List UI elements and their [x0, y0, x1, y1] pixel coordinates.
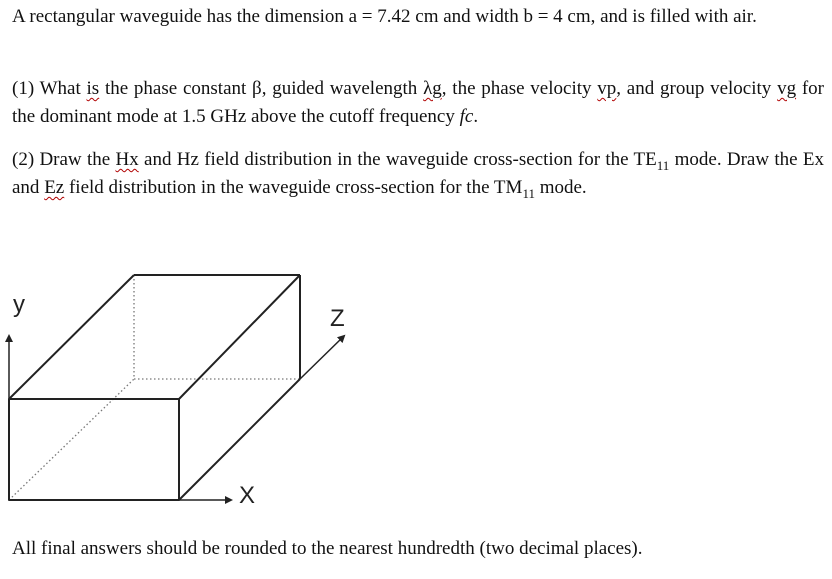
q1-word-is: is	[86, 78, 100, 99]
q1-text-6: .	[473, 106, 479, 127]
q2-text-5: mode.	[534, 177, 587, 198]
q1-vp: vp	[597, 78, 617, 99]
q2-text-3: mode. Draw the Ex and	[12, 149, 824, 198]
x-axis-label: X	[239, 482, 256, 509]
rounding-note: All final answers should be rounded to the nearest hundredth (two decimal places).	[12, 538, 643, 559]
axes	[9, 336, 344, 500]
front-face	[9, 399, 179, 500]
q2-ez: Ez	[44, 177, 65, 198]
q1-text-2: the phase constant β, guided wavelength	[99, 78, 424, 99]
problem-statement: A rectangular waveguide has the dimension a = 7.42 cm and width b = 4 cm, and is filled with air.	[12, 6, 757, 27]
z-axis-label: Z	[330, 305, 345, 332]
hidden-edge-bottom-left	[9, 379, 134, 500]
q1-text-3: , the phase velocity	[441, 78, 598, 99]
edge-top-left	[9, 275, 134, 399]
y-axis-label: y	[13, 291, 25, 318]
q1-fc: fc	[459, 106, 474, 127]
q2-text-1: (2) Draw the	[12, 149, 116, 170]
q1-vg: vg	[777, 78, 797, 99]
visible-edges	[9, 275, 300, 500]
q2-hx: Hx	[115, 149, 139, 170]
z-axis-arrow	[300, 336, 344, 379]
edge-top-right	[179, 275, 300, 399]
q2-text-4: field distribution in the waveguide cross-section for the TM	[64, 177, 523, 198]
question-1	[12, 75, 824, 131]
q1-text-5: for the dominant mode at 1.5 GHz above the cutoff frequency	[12, 78, 824, 127]
q2-text-2: and Hz field distribution in the waveguide cross-section for the TE	[138, 149, 657, 170]
q1-text-1: (1) What	[12, 78, 87, 99]
q2-tm-subscript: 11	[522, 185, 535, 201]
waveguide-figure	[0, 262, 400, 522]
q1-text-4: , and group velocity	[616, 78, 778, 99]
hidden-edges	[9, 275, 300, 500]
q1-lambda-g: λg	[423, 78, 442, 99]
q2-te-subscript: 11	[656, 157, 670, 173]
question-2	[12, 146, 824, 202]
